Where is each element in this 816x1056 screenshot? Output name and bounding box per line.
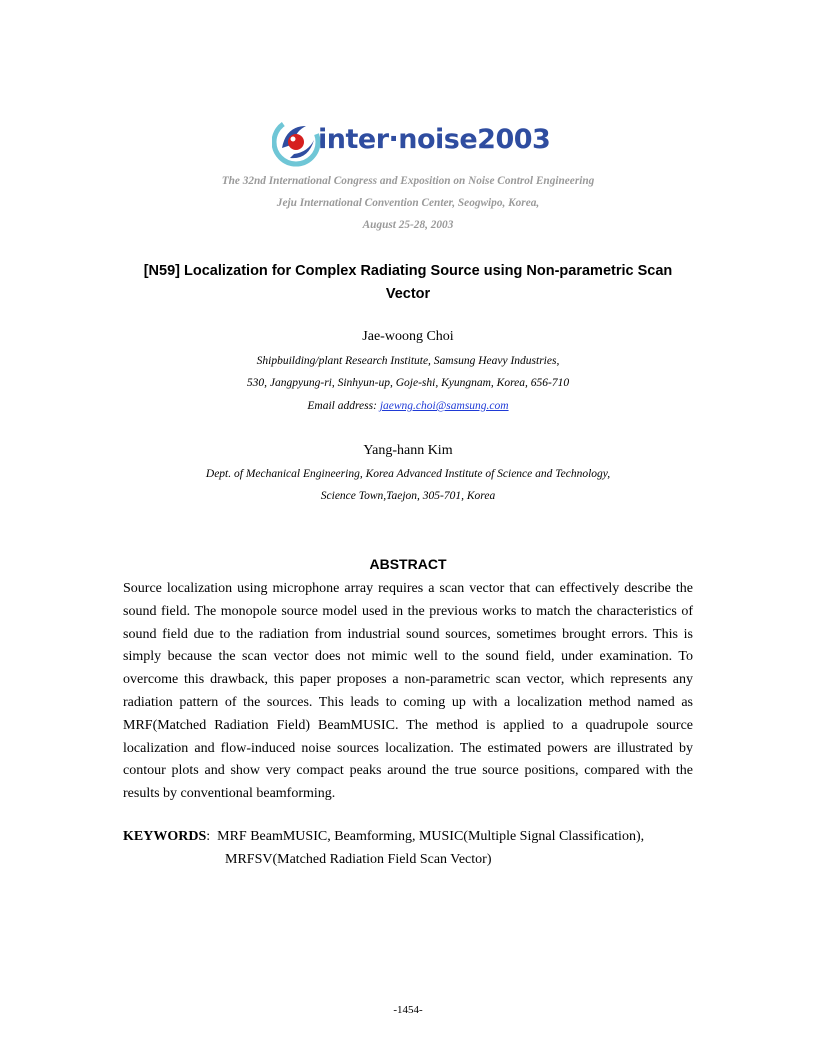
conference-name: The 32nd International Congress and Exposition on Noise Control Engineering bbox=[221, 175, 595, 187]
author-name-2: Yang-hann Kim bbox=[363, 443, 453, 458]
email-label: Email address: bbox=[307, 400, 380, 412]
abstract-heading: ABSTRACT bbox=[369, 556, 447, 572]
paper-title bbox=[0, 260, 816, 306]
conference-date: August 25-28, 2003 bbox=[362, 219, 454, 231]
author-affiliation-1-line2: 530, Jangpyung-ri, Sinhyun-up, Goje-shi, Kyungnam, Korea, 656-710 bbox=[246, 377, 570, 389]
paper-title-line2: Vector bbox=[385, 286, 431, 302]
keywords-label: KEYWORDS bbox=[123, 829, 207, 844]
author-name-1: Jae-woong Choi bbox=[362, 329, 454, 344]
page-number: -1454- bbox=[393, 1004, 423, 1016]
conference-venue: Jeju International Convention Center, Seogwipo, Korea, bbox=[276, 197, 540, 209]
keywords-line2: MRFSV(Matched Radiation Field Scan Vector) bbox=[225, 851, 492, 867]
author-email-line bbox=[0, 400, 816, 412]
logo-text: inter·noise2003 bbox=[318, 124, 551, 155]
keywords-line1: MRF BeamMUSIC, Beamforming, MUSIC(Multiple Signal Classification), bbox=[217, 829, 645, 844]
author-affiliation-2-line1: Dept. of Mechanical Engineering, Korea Advanced Institute of Science and Technology, bbox=[205, 468, 611, 480]
keywords-block bbox=[123, 826, 723, 872]
keywords-colon: : bbox=[206, 829, 218, 844]
swirl-logo-icon bbox=[272, 114, 322, 170]
abstract-body: Source localization using microphone array requires a scan vector that can effectively describe the sound field. The monopole source model used in the previous works to match the characteristics of sound field due to the radiation from industrial sound sources, sometimes brought errors. This is simply because the scan vector does not mimic well to the sound field, under examination. To overcome this drawback, this paper proposes a non-parametric scan vector, which represents any radiation pattern of the sources. This leads to coming up with a localization method named as MRF(Matched Radiation Field) BeamMUSIC. The method is applied to a quadrupole source localization and flow-induced noise sources localization. The estimated powers are illustrated by contour plots and show very compact peaks around the true source positions, compared with the results by conventional beamforming. bbox=[123, 581, 693, 802]
paper-title-line1: [N59] Localization for Complex Radiating Source using Non-parametric Scan bbox=[143, 263, 673, 279]
email-link[interactable]: jaewng.choi@samsung.com bbox=[379, 400, 509, 412]
author-affiliation-2-line2: Science Town,Taejon, 305-701, Korea bbox=[320, 490, 496, 502]
author-affiliation-1-line1: Shipbuilding/plant Research Institute, Samsung Heavy Industries, bbox=[256, 355, 560, 367]
conference-logo bbox=[272, 114, 551, 170]
